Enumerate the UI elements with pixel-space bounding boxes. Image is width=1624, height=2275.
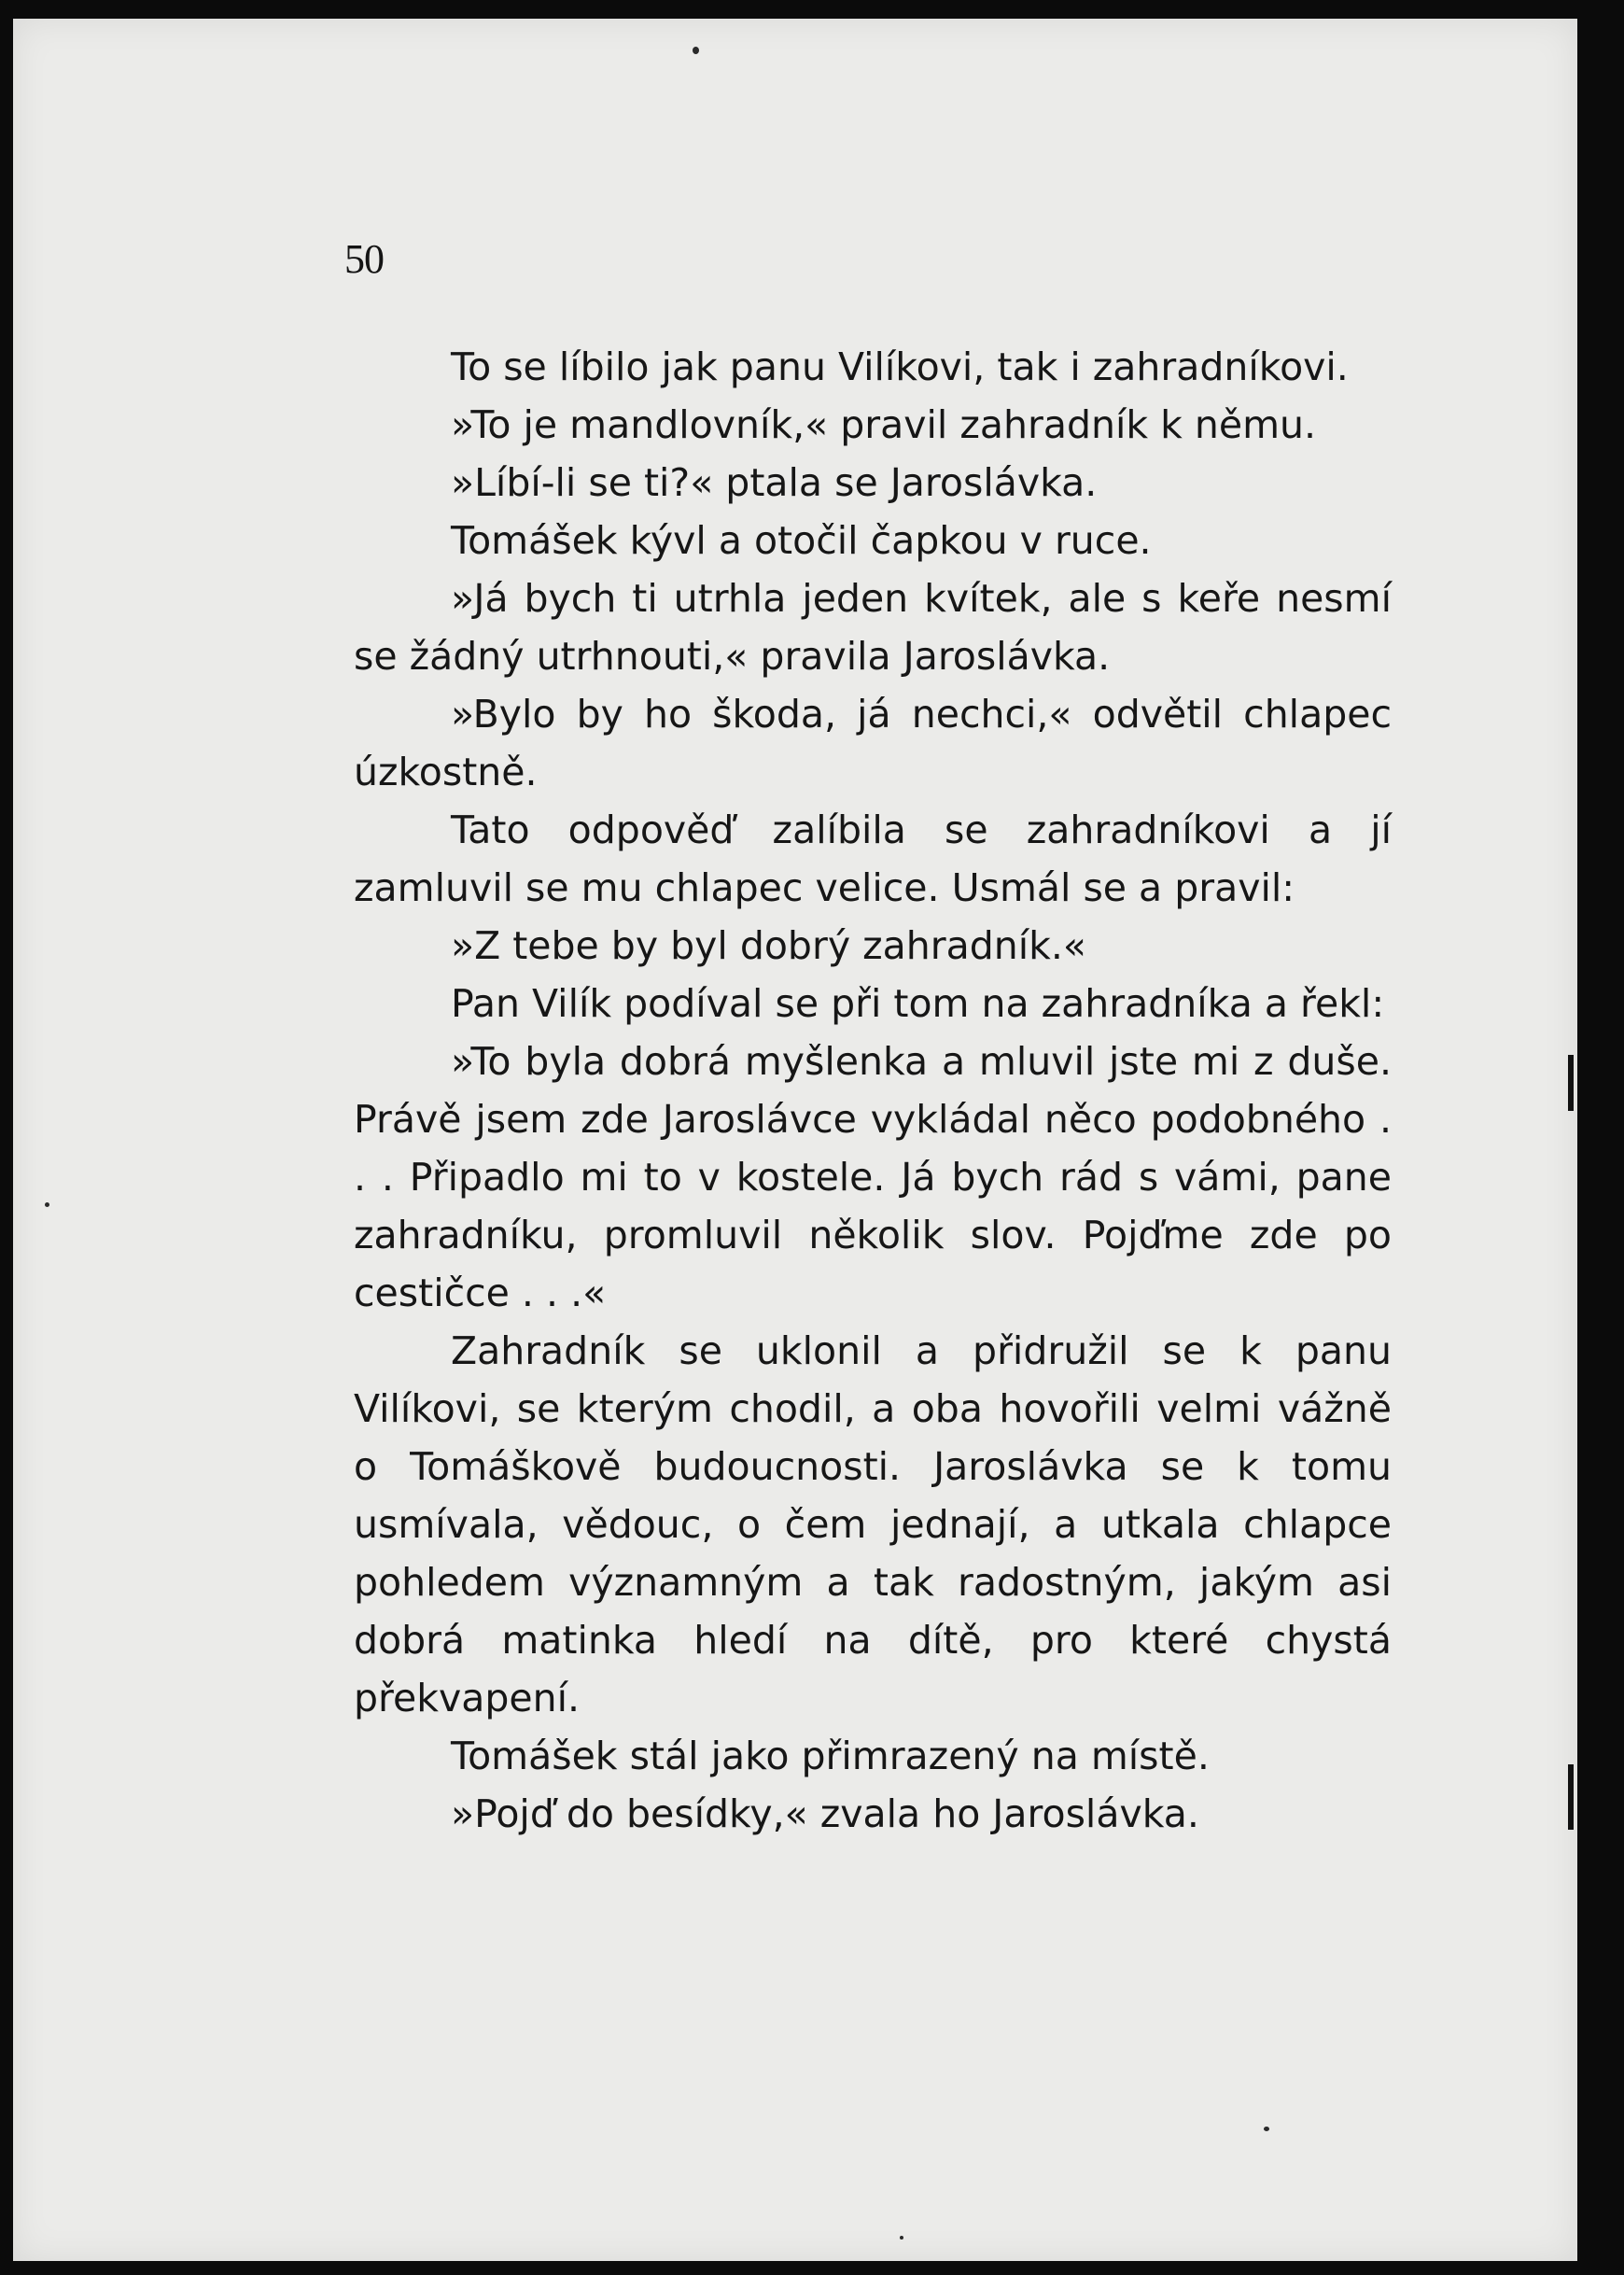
paragraph: »Já bych ti utrhla jeden kvítek, ale s keře nesmí se žádný utrhnouti,« pravila Jaroslávka. bbox=[354, 576, 1392, 679]
paragraph: Tomášek stál jako přimrazený na místě. bbox=[451, 1734, 1210, 1778]
binding-edge-mark bbox=[1568, 1055, 1574, 1111]
paragraph: »To je mandlovník,« pravil zahradník k němu. bbox=[451, 402, 1317, 447]
paragraph: »To byla dobrá myšlenka a mluvil jste mi z duše. Právě jsem zde Jaroslávce vykládal něco podobného . . . Připadlo mi to v kostele. Já bych rád s vámi, pane zahradníku, promluvil několik slov. Pojďme zde po cestičce . . .« bbox=[354, 1039, 1392, 1315]
ink-speck bbox=[45, 1202, 49, 1207]
paragraph: Tato odpověď zalíbila se zahradníkovi a jí zamluvil se mu chlapec velice. Usmál se a pravil: bbox=[354, 807, 1392, 910]
paragraph: »Z tebe by byl dobrý zahradník.« bbox=[451, 923, 1086, 968]
paragraph: »Bylo by ho škoda, já nechci,« odvětil chlapec úzkostně. bbox=[354, 692, 1392, 794]
paragraph: Zahradník se uklonil a přidružil se k panu Vilíkovi, se kterým chodil, a oba hovořili velmi vážně o Tomáškově budoucnosti. Jaroslávka se k tomu usmívala, vědouc, o čem jednají, a utkala chlapce pohledem významným a tak radostným, jakým asi dobrá matinka hledí na dítě, pro které chystá překvapení. bbox=[354, 1328, 1392, 1720]
page-number: 50 bbox=[344, 236, 384, 282]
book-page bbox=[13, 19, 1577, 2261]
paragraph: To se líbilo jak panu Vilíkovi, tak i zahradníkovi. bbox=[451, 344, 1349, 389]
text-body bbox=[354, 338, 1392, 1843]
binding-edge-mark bbox=[1568, 1764, 1574, 1830]
ink-speck bbox=[693, 47, 699, 54]
ink-speck bbox=[900, 2236, 903, 2240]
ink-speck bbox=[1264, 2127, 1269, 2131]
paragraph: Pan Vilík podíval se při tom na zahradníka a řekl: bbox=[451, 981, 1385, 1026]
paragraph: Tomášek kývl a otočil čapkou v ruce. bbox=[451, 518, 1152, 563]
paragraph: »Líbí-li se ti?« ptala se Jaroslávka. bbox=[451, 460, 1098, 505]
paragraph: »Pojď do besídky,« zvala ho Jaroslávka. bbox=[451, 1791, 1199, 1836]
